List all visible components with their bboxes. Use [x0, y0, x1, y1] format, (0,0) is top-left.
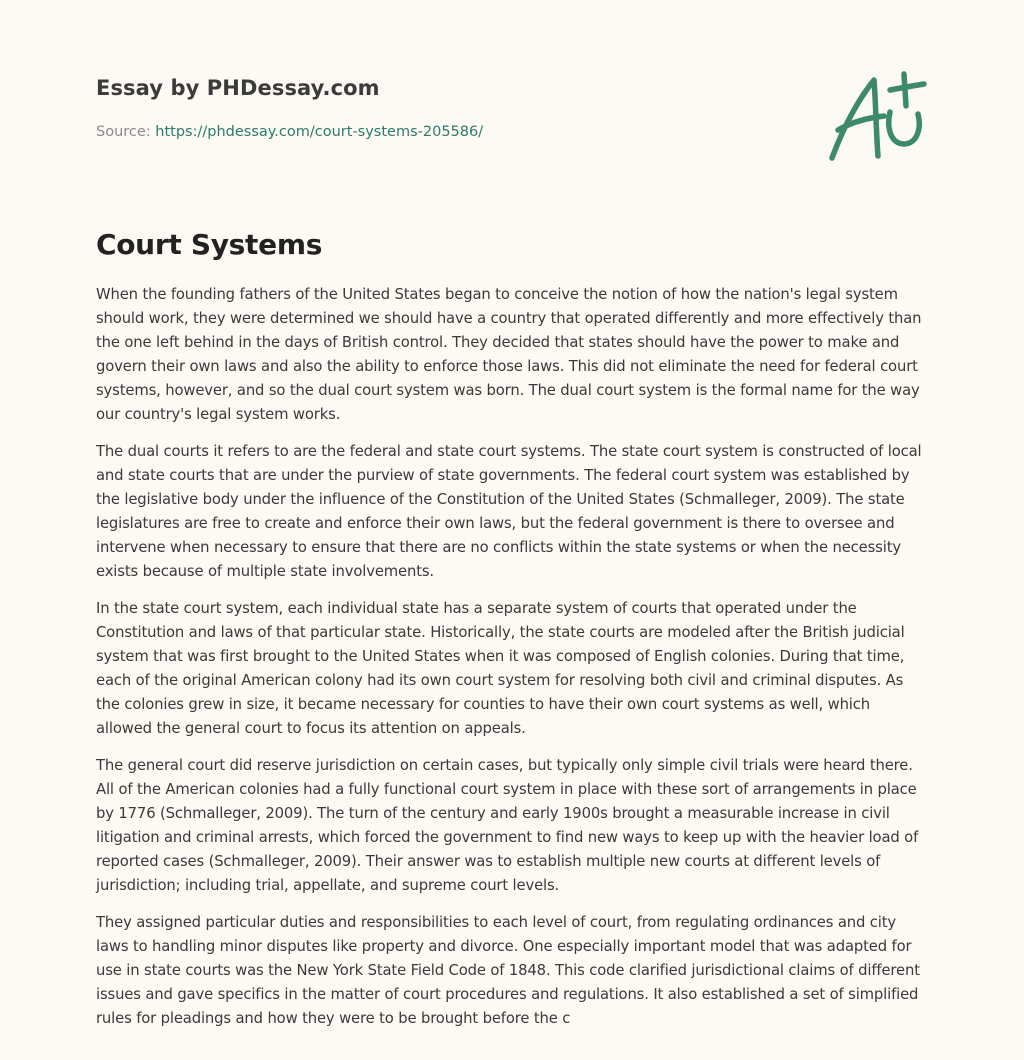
paragraph: The general court did reserve jurisdiction on certain cases, but typically only simple civil trials were heard there. All of the American colonies had a fully functional court system in place with these sort of arrangements in place by 1776 (Schmalleger, 2009). The turn of the century and early 1900s brought a measurable increase in civil litigation and criminal arrests, which forced the government to find new ways to keep up with the heavier load of reported cases (Schmalleger, 2009). Their answer was to establish multiple new courts at different levels of jurisdiction; including trial, appellate, and supreme court levels.: [96, 757, 919, 894]
source-label: Source:: [96, 124, 156, 140]
paragraph: When the founding fathers of the United States began to conceive the notion of how the nation's legal system should work, they were determined we should have a country that operated differently and more effectively than the one left behind in the days of British control. They decided that states should have the power to make and govern their own laws and also the ability to enforce those laws. This did not eliminate the need for federal court systems, however, and so the dual court system was born. The dual court system is the formal name for the way our country's legal system works.: [96, 286, 922, 423]
essay-body: [96, 283, 928, 1031]
paragraph: They assigned particular duties and responsibilities to each level of court, from regulating ordinances and city laws to handling minor disputes like property and divorce. One especially important model that was adapted for use in state courts was the New York State Field Code of 1848. This code clarified jurisdictional claims of different issues and gave specifics in the matter of court procedures and regulations. It also established a set of simplified rules for pleadings and how they were to be brought before the c: [96, 914, 920, 1027]
source-line: [96, 124, 483, 140]
a-plus-grade-icon: [824, 66, 928, 166]
source-link[interactable]: https://phdessay.com/court-systems-205586/: [155, 124, 484, 140]
paragraph: In the state court system, each individual state has a separate system of courts that operated under the Constitution and laws of that particular state. Historically, the state courts are modeled after the British judicial system that was first brought to the United States when it was composed of English colonies. During that time, each of the original American colony had its own court system for resolving both civil and criminal disputes. As the colonies grew in size, it became necessary for counties to have their own court systems as well, which allowed the general court to focus its attention on appeals.: [96, 600, 905, 737]
essay-title: Court Systems: [96, 228, 323, 261]
essay-header: [96, 0, 928, 200]
paragraph: The dual courts it refers to are the federal and state court systems. The state court system is constructed of local and state courts that are under the purview of state governments. The federal court system was established by the legislative body under the influence of the Constitution of the United States (Schmalleger, 2009). The state legislatures are free to create and enforce their own laws, but the federal government is there to oversee and intervene when necessary to ensure that there are no conflicts within the state systems or when the necessity exists because of multiple state involvements.: [96, 443, 922, 580]
brand-title: Essay by PHDessay.com: [96, 76, 380, 100]
